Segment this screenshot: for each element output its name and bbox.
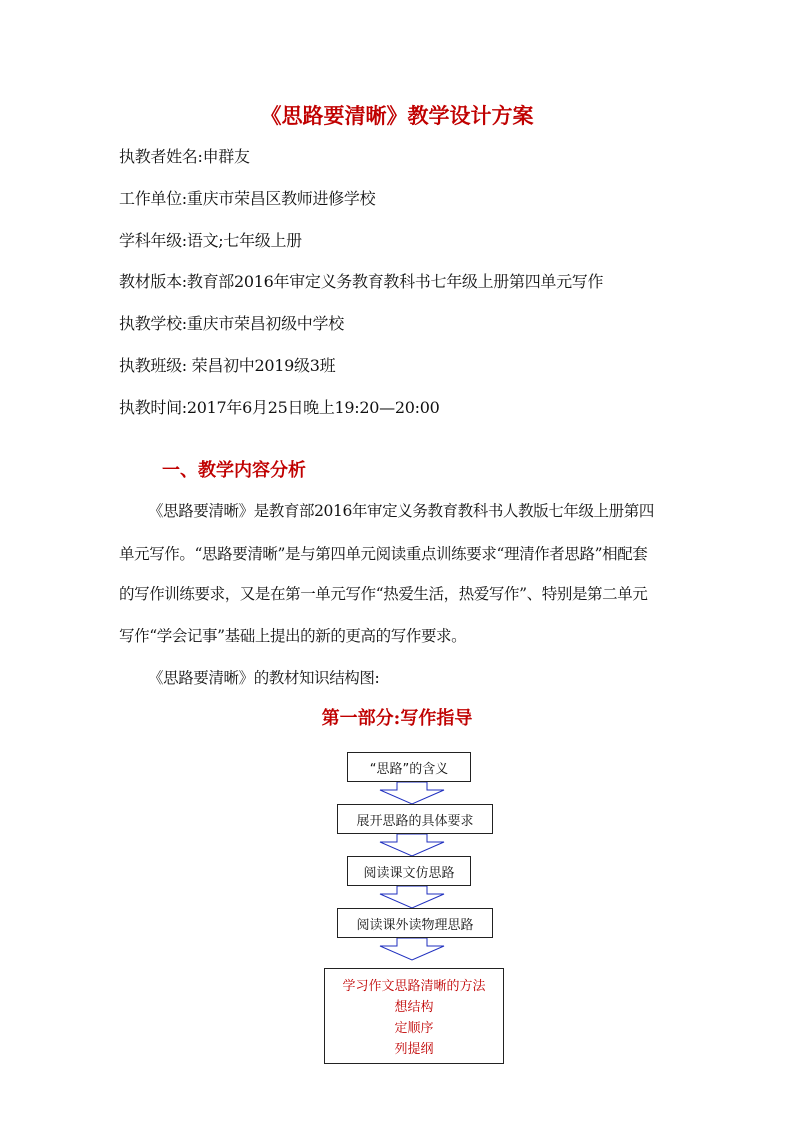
flow-step-read-textbook: 阅读课文仿思路: [347, 856, 471, 886]
flow-arrow-down-icon: [380, 886, 444, 908]
flow-step-requirements: 展开思路的具体要求: [337, 804, 493, 834]
paragraph-line: 的写作训练要求，又是在第一单元写作“热爱生活，热爱写作”、特别是第二单元: [119, 585, 648, 603]
info-teacher-name: 执教者姓名:申群友: [119, 147, 250, 166]
flow-step-meaning: “思路”的含义: [347, 752, 471, 782]
paragraph-line: 写作“学会记事”基础上提出的新的更高的写作要求。: [119, 627, 467, 645]
section-heading-content-analysis: 一、教学内容分析: [162, 460, 306, 481]
flow-arrow-down-icon: [380, 834, 444, 856]
flowchart-part-title: 第一部分:写作指导: [321, 708, 473, 729]
paragraph-line: 《思路要清晰》是教育部2016年审定义务教育教科书人教版七年级上册第四: [148, 502, 654, 520]
final-box-item: 列提纲: [394, 1042, 434, 1057]
final-box-item: 想结构: [394, 1000, 434, 1015]
info-school: 执教学校:重庆市荣昌初级中学校: [119, 314, 344, 333]
info-time: 执教时间:2017年6月25日晚上19:20—20:00: [119, 398, 440, 417]
info-subject-grade: 学科年级:语文;七年级上册: [119, 231, 302, 250]
final-box-item: 定顺序: [394, 1021, 434, 1036]
document-title: 《思路要清晰》教学设计方案: [260, 103, 534, 128]
info-textbook-edition: 教材版本:教育部2016年审定义务教育教科书七年级上册第四单元写作: [119, 272, 604, 291]
paragraph-line: 单元写作。“思路要清晰”是与第四单元阅读重点训练要求“理清作者思路”相配套: [119, 545, 648, 563]
info-class: 执教班级: 荣昌初中2019级3班: [119, 356, 336, 375]
flow-arrow-down-icon: [380, 938, 444, 960]
structure-caption: 《思路要清晰》的教材知识结构图:: [148, 669, 380, 687]
flow-final-methods-box: [324, 968, 504, 1064]
final-box-heading: 学习作文思路清晰的方法: [342, 979, 486, 994]
flow-step-read-extracurricular: 阅读课外读物理思路: [337, 908, 493, 938]
flow-arrow-down-icon: [380, 782, 444, 804]
info-work-unit: 工作单位:重庆市荣昌区教师进修学校: [119, 189, 376, 208]
